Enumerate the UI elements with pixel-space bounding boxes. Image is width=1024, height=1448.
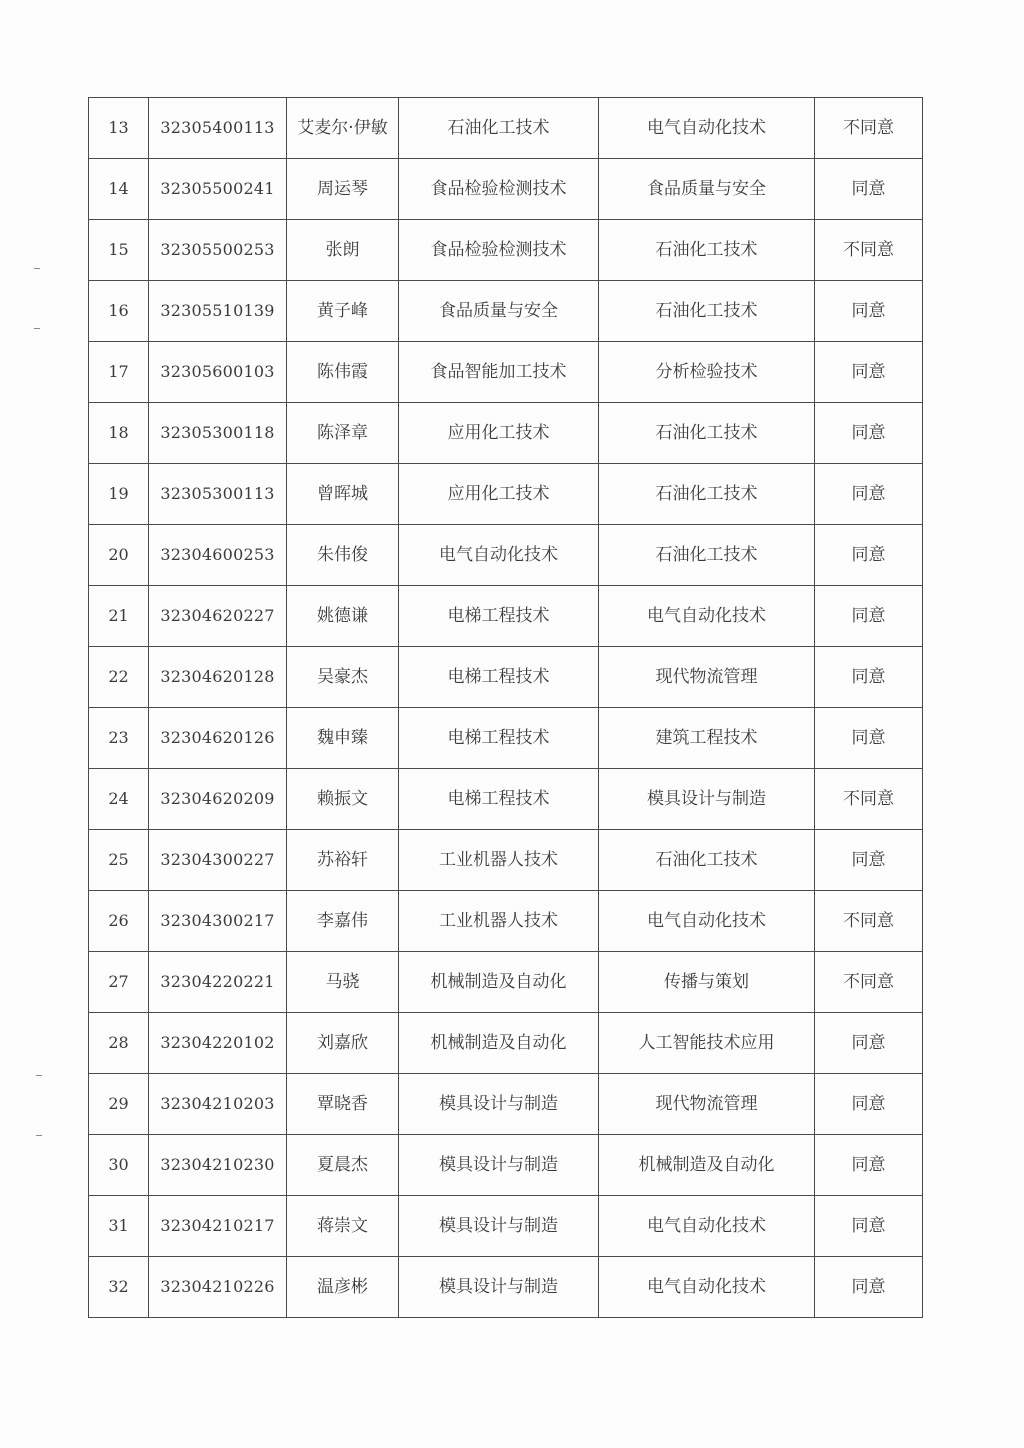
table-body (89, 98, 923, 1318)
student-name-cell: 李嘉伟 (287, 891, 399, 952)
table-row (89, 1135, 923, 1196)
target-major-cell: 石油化工技术 (599, 281, 815, 342)
table-row (89, 464, 923, 525)
target-major-cell: 石油化工技术 (599, 403, 815, 464)
scan-mark (34, 268, 40, 269)
original-major-cell: 机械制造及自动化 (399, 1013, 599, 1074)
student-id-cell: 32304210226 (149, 1257, 287, 1318)
result-cell: 不同意 (815, 220, 923, 281)
result-cell: 同意 (815, 159, 923, 220)
row-number-cell: 16 (89, 281, 149, 342)
student-name-cell: 曾晖城 (287, 464, 399, 525)
row-number-cell: 27 (89, 952, 149, 1013)
student-id-cell: 32304620209 (149, 769, 287, 830)
original-major-cell: 工业机器人技术 (399, 891, 599, 952)
student-name-cell: 魏申臻 (287, 708, 399, 769)
student-name-cell: 刘嘉欣 (287, 1013, 399, 1074)
transfer-table (88, 97, 923, 1318)
table-row (89, 342, 923, 403)
student-id-cell: 32304210230 (149, 1135, 287, 1196)
target-major-cell: 人工智能技术应用 (599, 1013, 815, 1074)
original-major-cell: 食品检验检测技术 (399, 159, 599, 220)
student-id-cell: 32305400113 (149, 98, 287, 159)
result-cell: 同意 (815, 647, 923, 708)
target-major-cell: 现代物流管理 (599, 1074, 815, 1135)
result-cell: 同意 (815, 708, 923, 769)
result-cell: 同意 (815, 1257, 923, 1318)
student-name-cell: 覃晓香 (287, 1074, 399, 1135)
result-cell: 同意 (815, 830, 923, 891)
row-number-cell: 15 (89, 220, 149, 281)
target-major-cell: 食品质量与安全 (599, 159, 815, 220)
target-major-cell: 电气自动化技术 (599, 891, 815, 952)
target-major-cell: 石油化工技术 (599, 830, 815, 891)
student-id-cell: 32304220102 (149, 1013, 287, 1074)
student-id-cell: 32304300227 (149, 830, 287, 891)
original-major-cell: 模具设计与制造 (399, 1074, 599, 1135)
result-cell: 同意 (815, 403, 923, 464)
result-cell: 不同意 (815, 98, 923, 159)
row-number-cell: 21 (89, 586, 149, 647)
table-row (89, 647, 923, 708)
target-major-cell: 电气自动化技术 (599, 1257, 815, 1318)
result-cell: 同意 (815, 281, 923, 342)
table-row (89, 708, 923, 769)
target-major-cell: 石油化工技术 (599, 220, 815, 281)
result-cell: 同意 (815, 342, 923, 403)
student-id-cell: 32305500241 (149, 159, 287, 220)
table-row (89, 1257, 923, 1318)
target-major-cell: 电气自动化技术 (599, 98, 815, 159)
table-row (89, 769, 923, 830)
student-id-cell: 32304220221 (149, 952, 287, 1013)
scan-mark (36, 1075, 42, 1076)
target-major-cell: 模具设计与制造 (599, 769, 815, 830)
row-number-cell: 19 (89, 464, 149, 525)
student-id-cell: 32305300113 (149, 464, 287, 525)
original-major-cell: 食品质量与安全 (399, 281, 599, 342)
student-id-cell: 32304210217 (149, 1196, 287, 1257)
student-id-cell: 32304210203 (149, 1074, 287, 1135)
student-id-cell: 32304600253 (149, 525, 287, 586)
table-row (89, 1074, 923, 1135)
original-major-cell: 电气自动化技术 (399, 525, 599, 586)
student-id-cell: 32304300217 (149, 891, 287, 952)
row-number-cell: 26 (89, 891, 149, 952)
student-name-cell: 夏晨杰 (287, 1135, 399, 1196)
result-cell: 不同意 (815, 769, 923, 830)
table-row (89, 159, 923, 220)
table-row (89, 525, 923, 586)
result-cell: 同意 (815, 1135, 923, 1196)
row-number-cell: 22 (89, 647, 149, 708)
student-id-cell: 32305300118 (149, 403, 287, 464)
table-row (89, 952, 923, 1013)
student-name-cell: 朱伟俊 (287, 525, 399, 586)
table-row (89, 891, 923, 952)
result-cell: 同意 (815, 586, 923, 647)
student-name-cell: 温彦彬 (287, 1257, 399, 1318)
target-major-cell: 石油化工技术 (599, 464, 815, 525)
table-row (89, 98, 923, 159)
table-row (89, 586, 923, 647)
student-id-cell: 32305500253 (149, 220, 287, 281)
original-major-cell: 模具设计与制造 (399, 1257, 599, 1318)
row-number-cell: 32 (89, 1257, 149, 1318)
target-major-cell: 电气自动化技术 (599, 586, 815, 647)
table-row (89, 1196, 923, 1257)
original-major-cell: 模具设计与制造 (399, 1135, 599, 1196)
student-name-cell: 苏裕轩 (287, 830, 399, 891)
student-name-cell: 黄子峰 (287, 281, 399, 342)
original-major-cell: 应用化工技术 (399, 464, 599, 525)
original-major-cell: 工业机器人技术 (399, 830, 599, 891)
student-name-cell: 陈伟霞 (287, 342, 399, 403)
student-name-cell: 蒋崇文 (287, 1196, 399, 1257)
target-major-cell: 建筑工程技术 (599, 708, 815, 769)
original-major-cell: 食品智能加工技术 (399, 342, 599, 403)
result-cell: 同意 (815, 1074, 923, 1135)
row-number-cell: 20 (89, 525, 149, 586)
row-number-cell: 17 (89, 342, 149, 403)
student-id-cell: 32304620227 (149, 586, 287, 647)
result-cell: 不同意 (815, 891, 923, 952)
original-major-cell: 食品检验检测技术 (399, 220, 599, 281)
student-id-cell: 32304620126 (149, 708, 287, 769)
student-id-cell: 32305510139 (149, 281, 287, 342)
target-major-cell: 电气自动化技术 (599, 1196, 815, 1257)
scan-mark (34, 328, 40, 329)
row-number-cell: 13 (89, 98, 149, 159)
student-name-cell: 周运琴 (287, 159, 399, 220)
original-major-cell: 应用化工技术 (399, 403, 599, 464)
student-name-cell: 张朗 (287, 220, 399, 281)
table-row (89, 830, 923, 891)
student-name-cell: 姚德谦 (287, 586, 399, 647)
student-name-cell: 赖振文 (287, 769, 399, 830)
row-number-cell: 28 (89, 1013, 149, 1074)
original-major-cell: 电梯工程技术 (399, 708, 599, 769)
row-number-cell: 25 (89, 830, 149, 891)
student-id-cell: 32305600103 (149, 342, 287, 403)
original-major-cell: 电梯工程技术 (399, 647, 599, 708)
student-name-cell: 吴豪杰 (287, 647, 399, 708)
table-row (89, 403, 923, 464)
target-major-cell: 现代物流管理 (599, 647, 815, 708)
student-id-cell: 32304620128 (149, 647, 287, 708)
original-major-cell: 模具设计与制造 (399, 1196, 599, 1257)
result-cell: 不同意 (815, 952, 923, 1013)
row-number-cell: 23 (89, 708, 149, 769)
target-major-cell: 分析检验技术 (599, 342, 815, 403)
table-row (89, 220, 923, 281)
row-number-cell: 29 (89, 1074, 149, 1135)
result-cell: 同意 (815, 525, 923, 586)
table-row (89, 1013, 923, 1074)
original-major-cell: 机械制造及自动化 (399, 952, 599, 1013)
original-major-cell: 电梯工程技术 (399, 769, 599, 830)
student-name-cell: 陈泽章 (287, 403, 399, 464)
target-major-cell: 机械制造及自动化 (599, 1135, 815, 1196)
row-number-cell: 18 (89, 403, 149, 464)
row-number-cell: 31 (89, 1196, 149, 1257)
row-number-cell: 14 (89, 159, 149, 220)
row-number-cell: 30 (89, 1135, 149, 1196)
original-major-cell: 电梯工程技术 (399, 586, 599, 647)
scan-mark (36, 1135, 42, 1136)
result-cell: 同意 (815, 464, 923, 525)
result-cell: 同意 (815, 1013, 923, 1074)
row-number-cell: 24 (89, 769, 149, 830)
result-cell: 同意 (815, 1196, 923, 1257)
target-major-cell: 石油化工技术 (599, 525, 815, 586)
target-major-cell: 传播与策划 (599, 952, 815, 1013)
table-row (89, 281, 923, 342)
original-major-cell: 石油化工技术 (399, 98, 599, 159)
student-name-cell: 马骁 (287, 952, 399, 1013)
student-name-cell: 艾麦尔·伊敏 (287, 98, 399, 159)
